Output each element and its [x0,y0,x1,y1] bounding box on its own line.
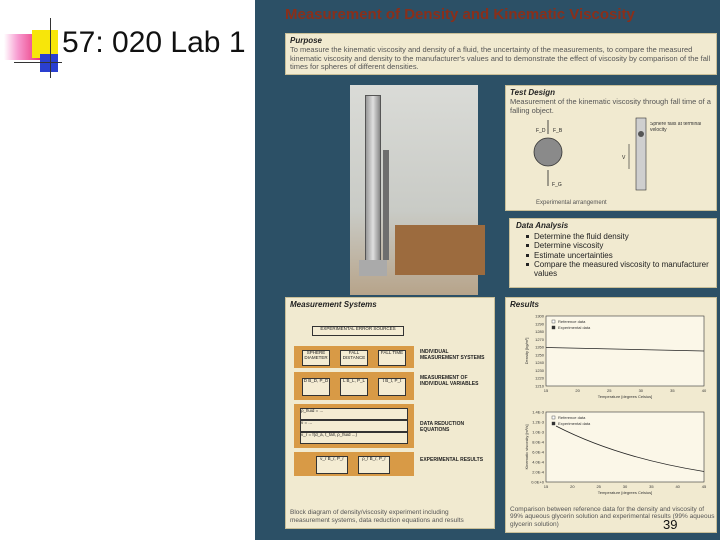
legend-marker [552,320,555,323]
x-tick-label: 40 [675,484,680,489]
slide-title: 57: 020 Lab 1 [62,26,246,59]
analysis-item: Determine the fluid density [526,232,710,241]
y-tick-label: 1260 [535,344,544,350]
data-analysis-heading: Data Analysis [516,221,569,230]
band-results [294,452,414,476]
x-axis-label: Temperature [degrees Celsius] [597,490,653,495]
x-tick-label: 25 [596,484,601,489]
test-design-body: Measurement of the kinematic viscosity through fall time of a falling object. [510,97,711,115]
x-tick-label: 25 [606,388,612,393]
density-chart [520,312,710,407]
x-axis-label: Temperature [degrees Celsius] [597,394,653,399]
force-label-fb: F_B [553,128,563,134]
horizontal-rule [14,62,62,63]
force-label-fd: F_D [536,128,546,134]
graduated-cylinder [383,150,389,260]
result-box: ν_r B_r, P_r [316,456,348,474]
sphere-note: Sphere falls at terminal velocity [650,122,702,133]
vertical-rule [50,18,51,78]
equation-box: ν = ... [300,420,408,432]
test-design-heading: Test Design [510,88,556,97]
x-tick-label: 30 [638,388,644,393]
equation-box: ν_r = f(d_a, t_fall, ρ_fluid ...) [300,432,408,444]
y-tick-label: 1.0E-3 [532,429,544,435]
band-label: DATA REDUCTION EQUATIONS [420,421,465,433]
y-tick-label: 2.0E-4 [532,469,544,475]
page-number: 39 [663,517,678,532]
analysis-item: Determine viscosity [526,241,710,250]
results-panel [505,297,717,533]
variable-box: D B_D, P_D [302,378,330,396]
blue-square [40,54,58,72]
y-tick-label: 4.0E-4 [532,459,544,465]
equation-box: ρ_fluid = ... [300,408,408,420]
y-tick-label: 1300 [535,313,544,319]
poster-title: Measurement of Density and Kinematic Viscosity [285,6,635,23]
apparatus-photo [350,85,478,295]
x-tick-label: 30 [622,484,628,489]
y-axis-label: Kinematic viscosity [m²/s] [524,424,529,470]
results-heading: Results [510,300,539,309]
viscosity-chart [520,408,710,503]
stand-base [359,260,387,276]
x-tick-label: 45 [701,484,707,489]
band-label: EXPERIMENTAL RESULTS [420,457,484,463]
y-tick-label: 0.0E+0 [531,479,544,485]
legend-marker [552,326,555,329]
instrument-box: FALL TIME [378,350,406,366]
error-sources-box: EXPERIMENTAL ERROR SOURCES [312,326,404,336]
x-tick-label: 20 [570,484,575,489]
measurement-systems-panel [285,297,495,529]
x-tick-label: 35 [649,484,654,489]
measurement-caption: Block diagram of density/viscosity experiment including measurement systems, data reduction equations and results [290,509,464,524]
legend-entry: Reference data [558,319,586,324]
legend-entry: Experimental data [558,421,591,426]
y-tick-label: 1270 [535,336,544,342]
x-tick-label: 15 [543,388,549,393]
test-design-caption: Experimental arrangement [536,200,607,207]
y-tick-label: 8.0E-4 [532,439,544,445]
x-tick-label: 20 [575,388,580,393]
y-tick-label: 1210 [535,383,544,389]
y-tick-label: 1250 [535,352,544,358]
measurement-heading: Measurement Systems [290,300,377,309]
y-tick-label: 6.0E-4 [532,449,544,455]
legend-entry: Experimental data [558,325,591,330]
legend-marker [552,422,555,425]
analysis-item: Compare the measured viscosity to manufacturer values [526,260,710,278]
x-tick-label: 40 [701,388,707,393]
band-label: MEASUREMENT OF INDIVIDUAL VARIABLES [420,375,479,387]
velocity-label: V [622,155,626,161]
legend-entry: Reference data [558,415,586,420]
x-tick-label: 35 [670,388,675,393]
analysis-item: Estimate uncertainties [526,251,710,260]
purpose-body: To measure the kinematic viscosity and density of a fluid, the uncertainty of the measurements, to compare the measured kinematic viscosity and density to the manufacturer's values and to demonstrate the effect of viscosity by comparison of the fall times for spheres of different densities. [290,45,711,72]
y-tick-label: 1220 [535,375,544,381]
purpose-panel [285,33,717,75]
y-tick-label: 1.2E-3 [532,419,544,425]
y-tick-label: 1230 [535,367,544,373]
table-top [395,225,485,275]
legend-marker [552,416,555,419]
y-tick-label: 1280 [535,329,544,335]
result-box: ρ_f B_r, P_r [358,456,390,474]
data-analysis-panel [509,218,717,288]
variable-box: L B_L, P_L [340,378,368,396]
fall-tube-shape [636,118,646,190]
y-tick-label: 1.4E-3 [532,409,544,415]
y-tick-label: 1240 [535,360,544,366]
x-tick-label: 15 [543,484,549,489]
variable-box: t B_t, P_t [378,378,406,396]
sphere-shape [534,138,562,166]
y-tick-label: 1290 [535,321,544,327]
force-label-fg: F_G [552,182,562,188]
purpose-heading: Purpose [290,36,323,45]
glass-tube [365,95,381,272]
y-axis-label: Density [kg/m³] [524,337,529,365]
instrument-box: FALL DISTANCE [340,350,368,366]
results-caption: Comparison between reference data for the density and viscosity of 99% aqueous glycerin solution and experimental results (99% aqueous glycerin solution) [510,505,715,528]
instrument-box: SPHERE DIAMETER [302,350,330,366]
test-design-panel [505,85,717,211]
poster-image [255,0,720,540]
falling-sphere-diagram [526,114,706,194]
band-label: INDIVIDUAL MEASUREMENT SYSTEMS [420,349,485,361]
